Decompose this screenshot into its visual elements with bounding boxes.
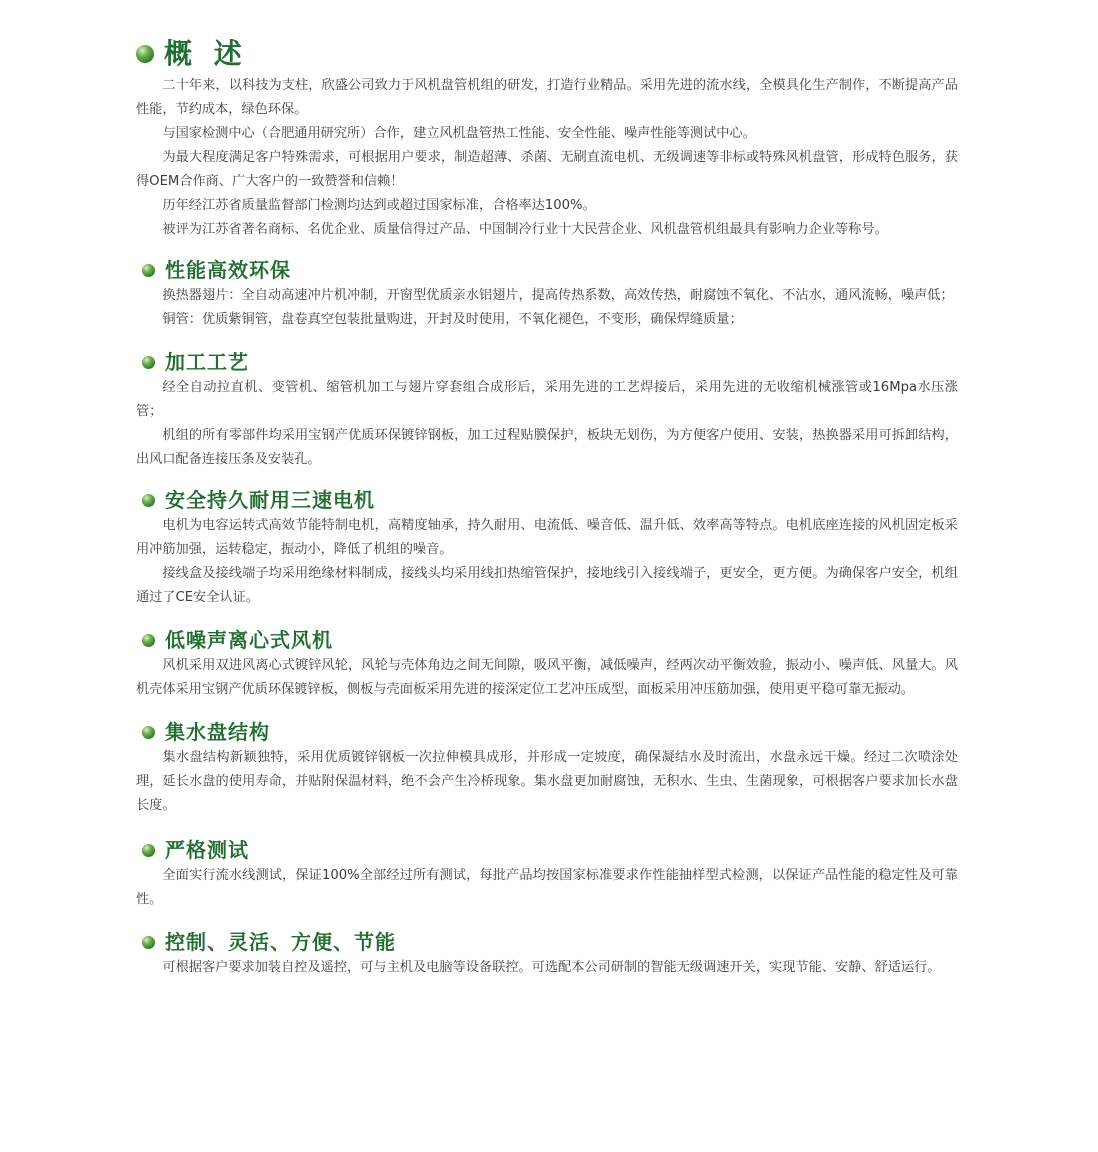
paragraph: 接线盒及接线端子均采用绝缘材料制成，接线头均采用线扣热缩管保护，接地线引入接线端子，更安全，更方便。为确保客户安全，机组通过了CE安全认证。 [136, 566, 958, 605]
green-bullet-icon [136, 45, 154, 63]
section-fan [136, 630, 958, 702]
section-water-pan [136, 722, 958, 818]
paragraph: 风机采用双进风离心式镀锌风轮，风轮与壳体角边之间无间隙，吸风平衡，减低噪声，经两次动平衡效验，振动小、噪声低、风量大。风机壳体采用宝钢产优质环保镀锌板，侧板与壳面板采用先进的接深定位工艺冲压成型，面板采用冲压筋加强，使用更平稳可靠无振动。 [136, 658, 958, 697]
section-heading [136, 840, 958, 860]
section-heading [136, 630, 958, 650]
green-bullet-icon [142, 936, 155, 949]
green-bullet-icon [142, 356, 155, 369]
paragraph: 机组的所有零部件均采用宝钢产优质环保镀锌钢板，加工过程贴膜保护，板块无划伤，为方便客户使用、安装，热换器采用可拆卸结构，出风口配备连接压条及安装孔。 [136, 428, 958, 467]
paragraph: 为最大程度满足客户特殊需求，可根据用户要求，制造超薄、杀菌、无刷直流电机、无级调速等非标或特殊风机盘管，形成特色服务，获得OEM合作商、广大客户的一致赞誉和信赖！ [136, 150, 958, 189]
process-title: 加工工艺 [165, 350, 249, 374]
testing-title: 严格测试 [165, 838, 249, 862]
paragraph: 换热器翅片：全自动高速冲片机冲制，开窗型优质亲水铝翅片，提高传热系数，高效传热，耐腐蚀不氧化、不沾水，通风流畅，噪声低； [162, 288, 954, 303]
fan-title: 低噪声离心式风机 [165, 628, 333, 652]
pan-title: 集水盘结构 [165, 720, 270, 744]
section-heading [136, 490, 958, 510]
motor-title: 安全持久耐用三速电机 [165, 488, 375, 512]
performance-title: 性能高效环保 [165, 258, 291, 282]
green-bullet-icon [142, 726, 155, 739]
paragraph: 电机为电容运转式高效节能特制电机，高精度轴承，持久耐用、电流低、噪音低、温升低、效率高等特点。电机底座连接的风机固定板采用冲筋加强，运转稳定，振动小，降低了机组的噪音。 [136, 518, 958, 557]
green-bullet-icon [142, 634, 155, 647]
section-heading [136, 352, 958, 372]
paragraph: 与国家检测中心（合肥通用研究所）合作，建立风机盘管热工性能、安全性能、噪声性能等测试中心。 [162, 126, 756, 141]
document-page [136, 37, 958, 980]
paragraph: 经全自动拉直机、变管机、缩管机加工与翅片穿套组合成形后，采用先进的工艺焊接后，采用先进的无收缩机械涨管或16Mpa水压涨管； [136, 380, 958, 419]
green-bullet-icon [142, 494, 155, 507]
paragraph: 历年经江苏省质量监督部门检测均达到或超过国家标准，合格率达100%。 [162, 198, 596, 213]
section-heading [136, 932, 958, 952]
paragraph: 铜管：优质紫铜管，盘卷真空包装批量购进，开封及时使用，不氧化褪色，不变形，确保焊缝质量； [162, 312, 743, 327]
green-bullet-icon [142, 264, 155, 277]
green-bullet-icon [142, 844, 155, 857]
overview-title: 概 述 [164, 37, 248, 70]
section-heading [136, 260, 958, 280]
section-heading [136, 37, 958, 70]
paragraph: 全面实行流水线测试，保证100%全部经过所有测试，每批产品均按国家标准要求作性能抽样型式检测，以保证产品性能的稳定性及可靠性。 [136, 868, 958, 907]
section-testing [136, 840, 958, 912]
control-title: 控制、灵活、方便、节能 [165, 930, 396, 954]
section-heading [136, 722, 958, 742]
section-control [136, 932, 958, 980]
paragraph: 集水盘结构新颖独特，采用优质镀锌钢板一次拉伸模具成形，并形成一定坡度，确保凝结水及时流出，水盘永远干燥。经过二次喷涂处理，延长水盘的使用寿命，并贴附保温材料，绝不会产生冷桥现象。集水盘更加耐腐蚀，无积水、生虫、生菌现象，可根据客户要求加长水盘长度。 [136, 750, 958, 813]
section-overview [136, 37, 958, 242]
paragraph: 被评为江苏省著名商标、名优企业、质量信得过产品、中国制冷行业十大民营企业、风机盘管机组最具有影响力企业等称号。 [162, 222, 888, 237]
paragraph: 可根据客户要求加装自控及遥控，可与主机及电脑等设备联控。可选配本公司研制的智能无级调速开关，实现节能、安静、舒适运行。 [162, 960, 941, 975]
section-process [136, 352, 958, 472]
paragraph: 二十年来，以科技为支柱，欣盛公司致力于风机盘管机组的研发，打造行业精品。采用先进的流水线，全模具化生产制作，不断提高产品性能，节约成本，绿色环保。 [136, 78, 958, 117]
section-motor [136, 490, 958, 610]
section-performance [136, 260, 958, 332]
